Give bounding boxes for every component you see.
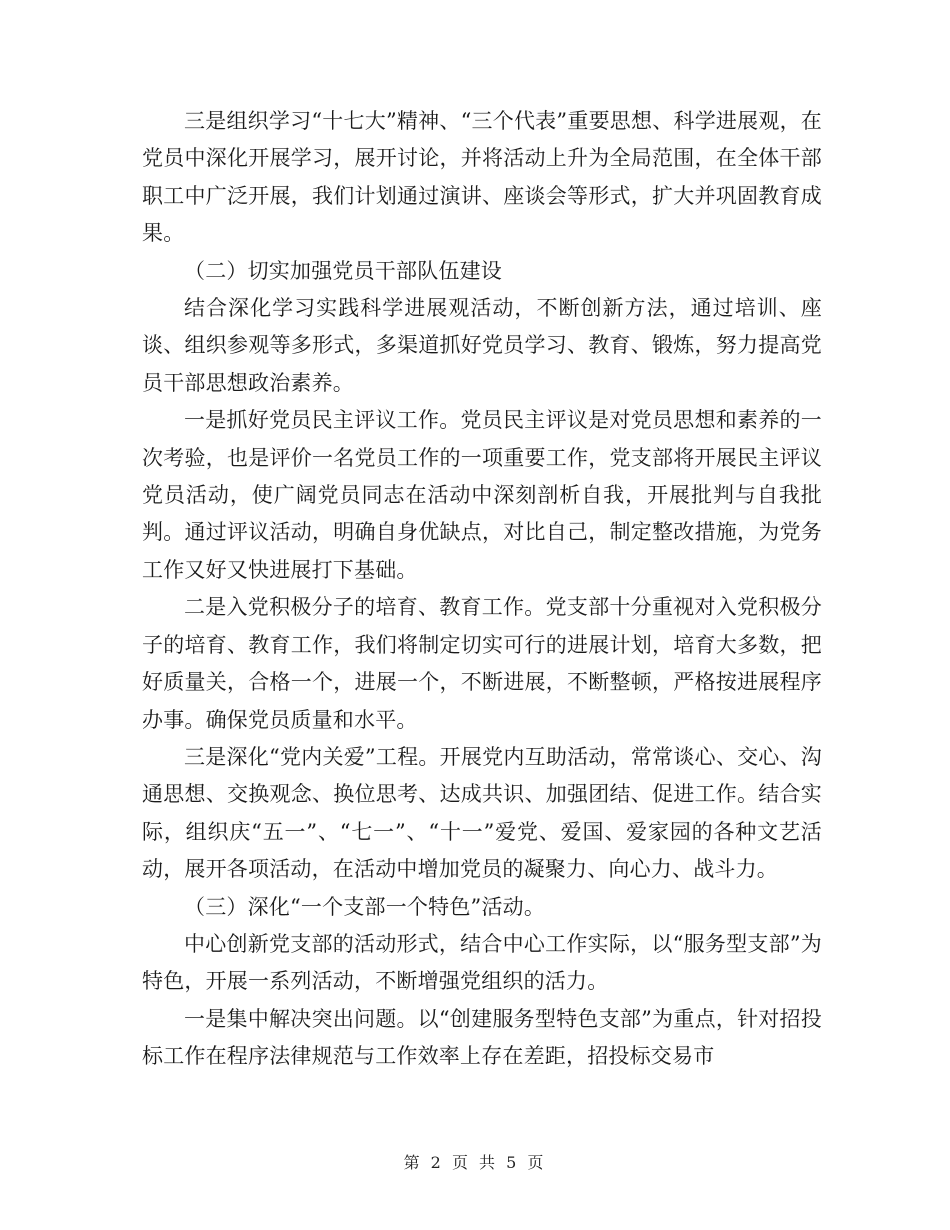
paragraph-study-spirit: 三是组织学习“十七大”精神、“三个代表”重要思想、科学进展观，在党员中深化开展学习，展开讨论，并将活动上升为全局范围，在全体干部职工中广泛开展，我们计划通过演讲、座谈会等形式，扩大并巩固教育成果。: [142, 109, 822, 246]
page-number-footer: 第 2 页 共 5 页: [403, 1153, 547, 1172]
section-heading-3: （三）深化“一个支部一个特色”活动。: [184, 894, 546, 919]
paragraph-solve-problems: 一是集中解决突出问题。以“创建服务型特色支部”为重点，针对招投标工作在程序法律规范与工作效率上存在差距，招投标交易市: [142, 1006, 822, 1069]
paragraph-activist-training: 二是入党积极分子的培育、教育工作。党支部十分重视对入党积极分子的培育、教育工作，我们将制定切实可行的进展计划，培育大多数，把好质量关，合格一个，进展一个，不断进展，不断整顿，严格按进展程序办事。确保党员质量和水平。: [142, 595, 822, 732]
section-heading-2: （二）切实加强党员干部队伍建设: [184, 258, 502, 283]
paragraph-party-care: 三是深化“党内关爱”工程。开展党内互助活动，常常谈心、交心、沟通思想、交换观念、换位思考、达成共识、加强团结、促进工作。结合实际，组织庆“五一”、“七一”、“十一”爱党、爱国、爱家园的各种文艺活动，展开各项活动，在活动中增加党员的凝聚力、向心力、战斗力。: [142, 744, 822, 882]
paragraph-service-branch: 中心创新党支部的活动形式，结合中心工作实际，以“服务型支部”为特色，开展一系列活动，不断增强党组织的活力。: [142, 931, 822, 994]
paragraph-democratic-review: 一是抓好党员民主评议工作。党员民主评议是对党员思想和素养的一次考验，也是评价一名党员工作的一项重要工作，党支部将开展民主评议党员活动，使广阔党员同志在活动中深刻剖析自我，开展批判与自我批判。通过评议活动，明确自身优缺点，对比自己，制定整改措施，为党务工作又好又快进展打下基础。: [142, 408, 822, 582]
paragraph-training: 结合深化学习实践科学进展观活动，不断创新方法，通过培训、座谈、组织参观等多形式，多渠道抓好党员学习、教育、锻炼，努力提高党员干部思想政治素养。: [142, 296, 822, 395]
document-body: [142, 103, 822, 1076]
